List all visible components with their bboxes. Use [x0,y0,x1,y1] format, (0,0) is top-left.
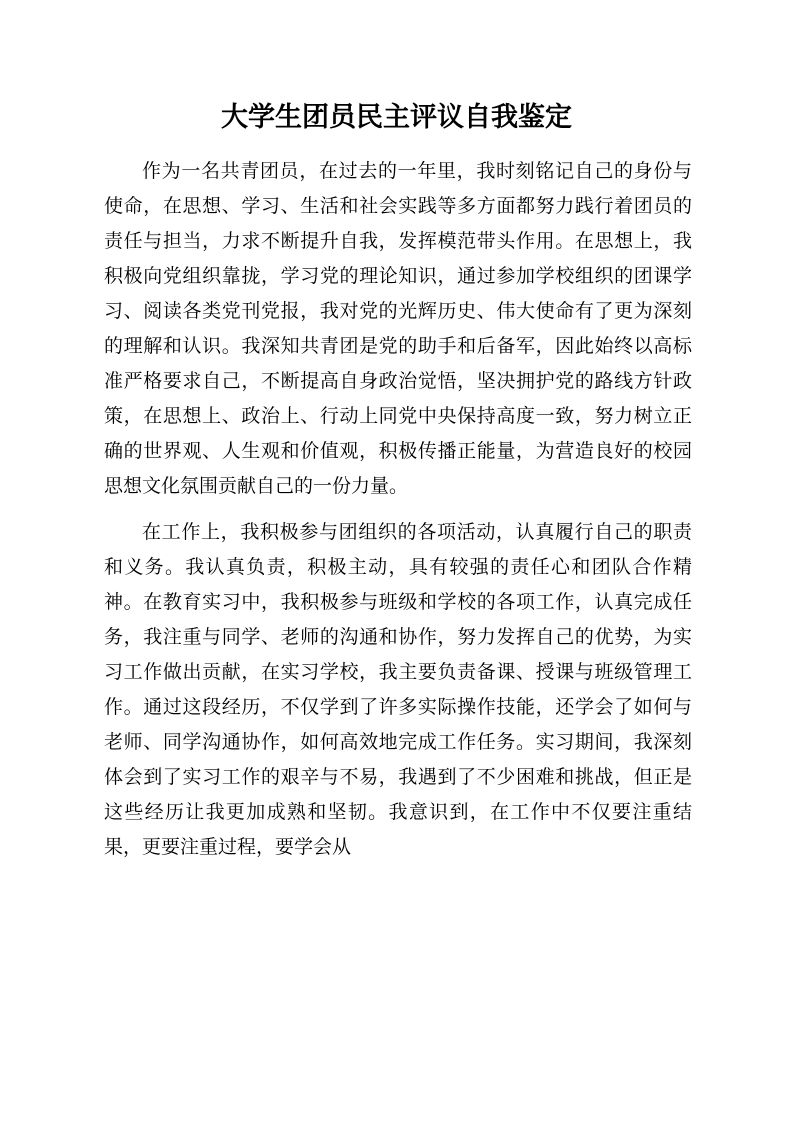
paragraph-work: 在工作上，我积极参与团组织的各项活动，认真履行自己的职责和义务。我认真负责，积极主动，具有较强的责任心和团队合作精神。在教育实习中，我积极参与班级和学校的各项工作，认真完成任务，我注重与同学、老师的沟通和协作，努力发挥自己的优势，为实习工作做出贡献，在实习学校，我主要负责备课、授课与班级管理工作。通过这段经历，不仅学到了许多实际操作技能，还学会了如何与老师、同学沟通协作，如何高效地完成工作任务。实习期间，我深刻体会到了实习工作的艰辛与不易，我遇到了不少困难和挑战，但正是这些经历让我更加成熟和坚韧。我意识到，在工作中不仅要注重结果，更要注重过程，要学会从 [104,521,692,858]
paragraph-ideology: 作为一名共青团员，在过去的一年里，我时刻铭记自己的身份与使命，在思想、学习、生活和社会实践等多方面都努力践行着团员的责任与担当，力求不断提升自我，发挥模范带头作用。在思想上，我积极向党组织靠拢，学习党的理论知识，通过参加学校组织的团课学习、阅读各类党刊党报，我对党的光辉历史、伟大使命有了更为深刻的理解和认识。我深知共青团是党的助手和后备军，因此始终以高标准严格要求自己，不断提高自身政治觉悟，坚决拥护党的路线方针政策，在思想上、政治上、行动上同党中央保持高度一致，努力树立正确的世界观、人生观和价值观，积极传播正能量，为营造良好的校园思想文化氛围贡献自己的一份力量。 [104,160,692,497]
document-title: 大学生团员民主评议自我鉴定 [221,102,572,133]
document-body [104,154,692,865]
